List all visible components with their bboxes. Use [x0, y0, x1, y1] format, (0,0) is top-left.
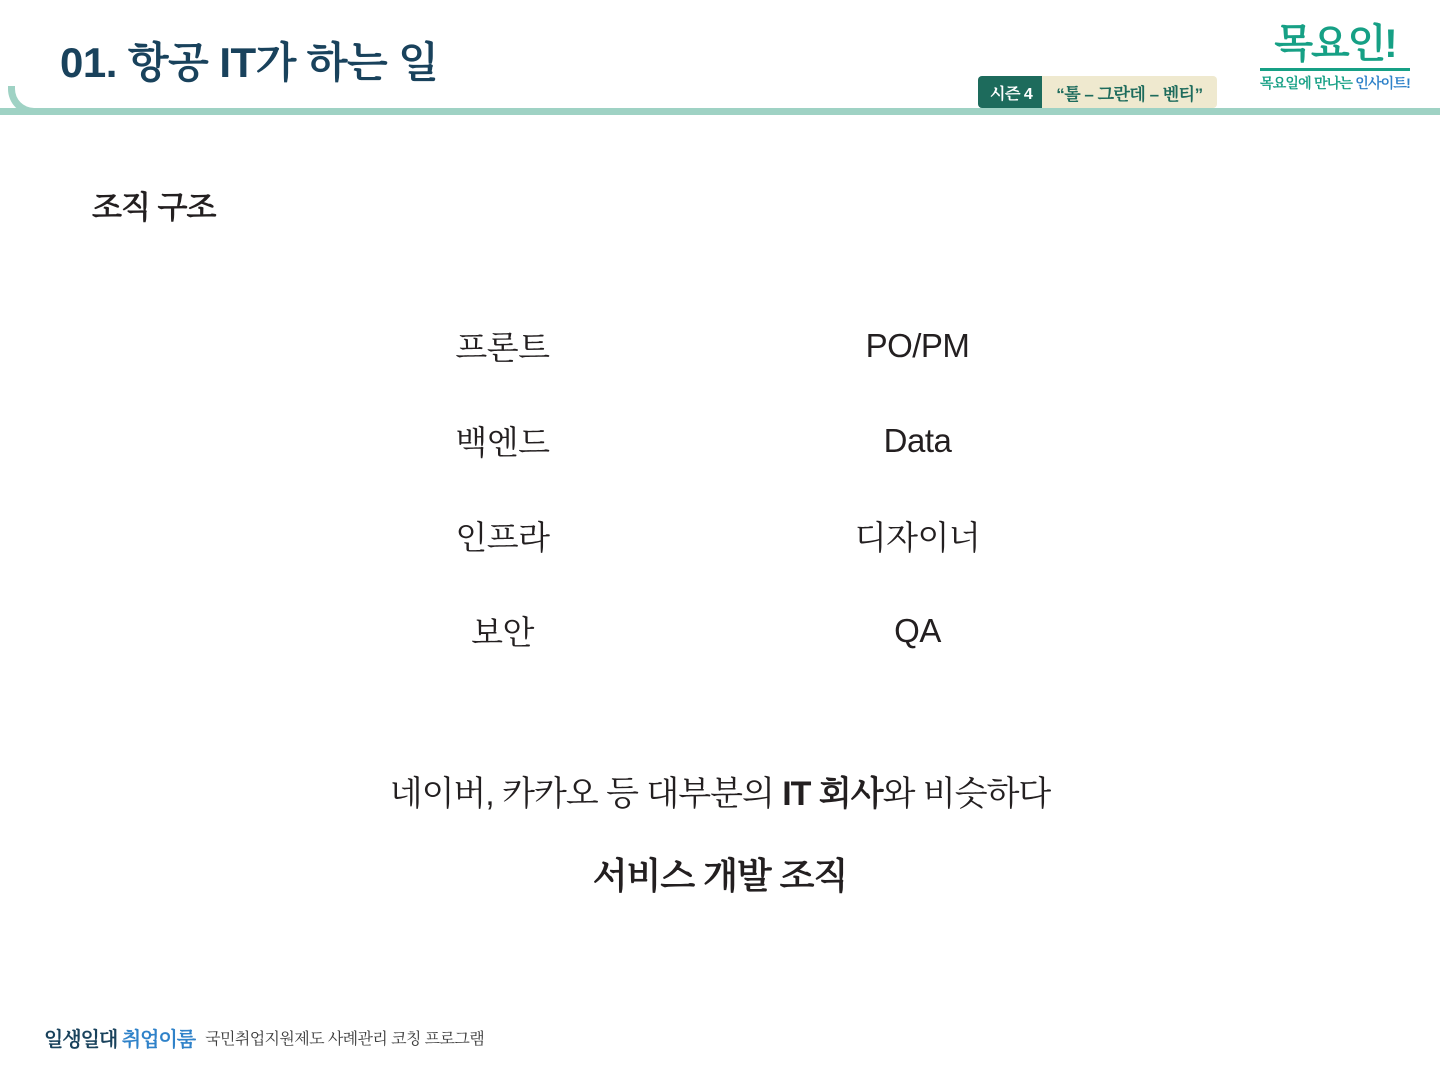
note-suffix: 와 비슷하다	[882, 775, 1051, 813]
page-title: 01. 항공 IT가 하는 일	[60, 39, 439, 86]
role-item: 백엔드	[455, 424, 550, 461]
roles-row	[330, 298, 1090, 393]
brand-logo	[1250, 22, 1420, 118]
role-item: 프론트	[455, 329, 550, 366]
role-item: PO/PM	[865, 326, 970, 364]
section-heading: 조직 구조	[92, 190, 216, 225]
note-line	[0, 766, 1440, 815]
brand-logo-tagline-prefix: 목요일에 만나는	[1259, 75, 1356, 91]
brand-logo-underline	[1260, 68, 1410, 71]
role-item: Data	[883, 421, 952, 459]
brand-logo-tagline-accent: 인사이트!	[1355, 75, 1410, 91]
note-emphasis: IT 회사	[782, 775, 883, 813]
role-item: 디자이너	[854, 519, 981, 556]
slide-header	[0, 0, 1440, 120]
footer-logo-part1: 일생일대	[44, 1029, 122, 1051]
role-item: 보안	[471, 614, 534, 651]
roles-row	[330, 583, 1090, 678]
footer-logo-part2: 취업이룸	[121, 1029, 196, 1051]
role-item: QA	[894, 611, 941, 649]
roles-row	[330, 393, 1090, 488]
slide-footer	[44, 1023, 484, 1052]
role-item: 인프라	[455, 519, 550, 556]
roles-row	[330, 488, 1090, 583]
note-prefix: 네이버, 카카오 등 대부분의	[389, 775, 783, 813]
brand-logo-title: 목요인!	[1274, 22, 1396, 66]
conclusion-text: 서비스 개발 조직	[592, 855, 848, 896]
season-badge-caption: “톨 – 그란데 – 벤티”	[1042, 76, 1216, 108]
season-badge-number: 시즌 4	[978, 76, 1042, 108]
header-divider-rule	[0, 108, 1440, 115]
roles-grid	[330, 298, 1090, 678]
footer-logo	[44, 1023, 195, 1052]
brand-logo-tagline	[1250, 75, 1420, 91]
footer-program-name: 국민취업지원제도 사례관리 코칭 프로그램	[205, 1031, 485, 1048]
season-badge	[978, 76, 1217, 108]
